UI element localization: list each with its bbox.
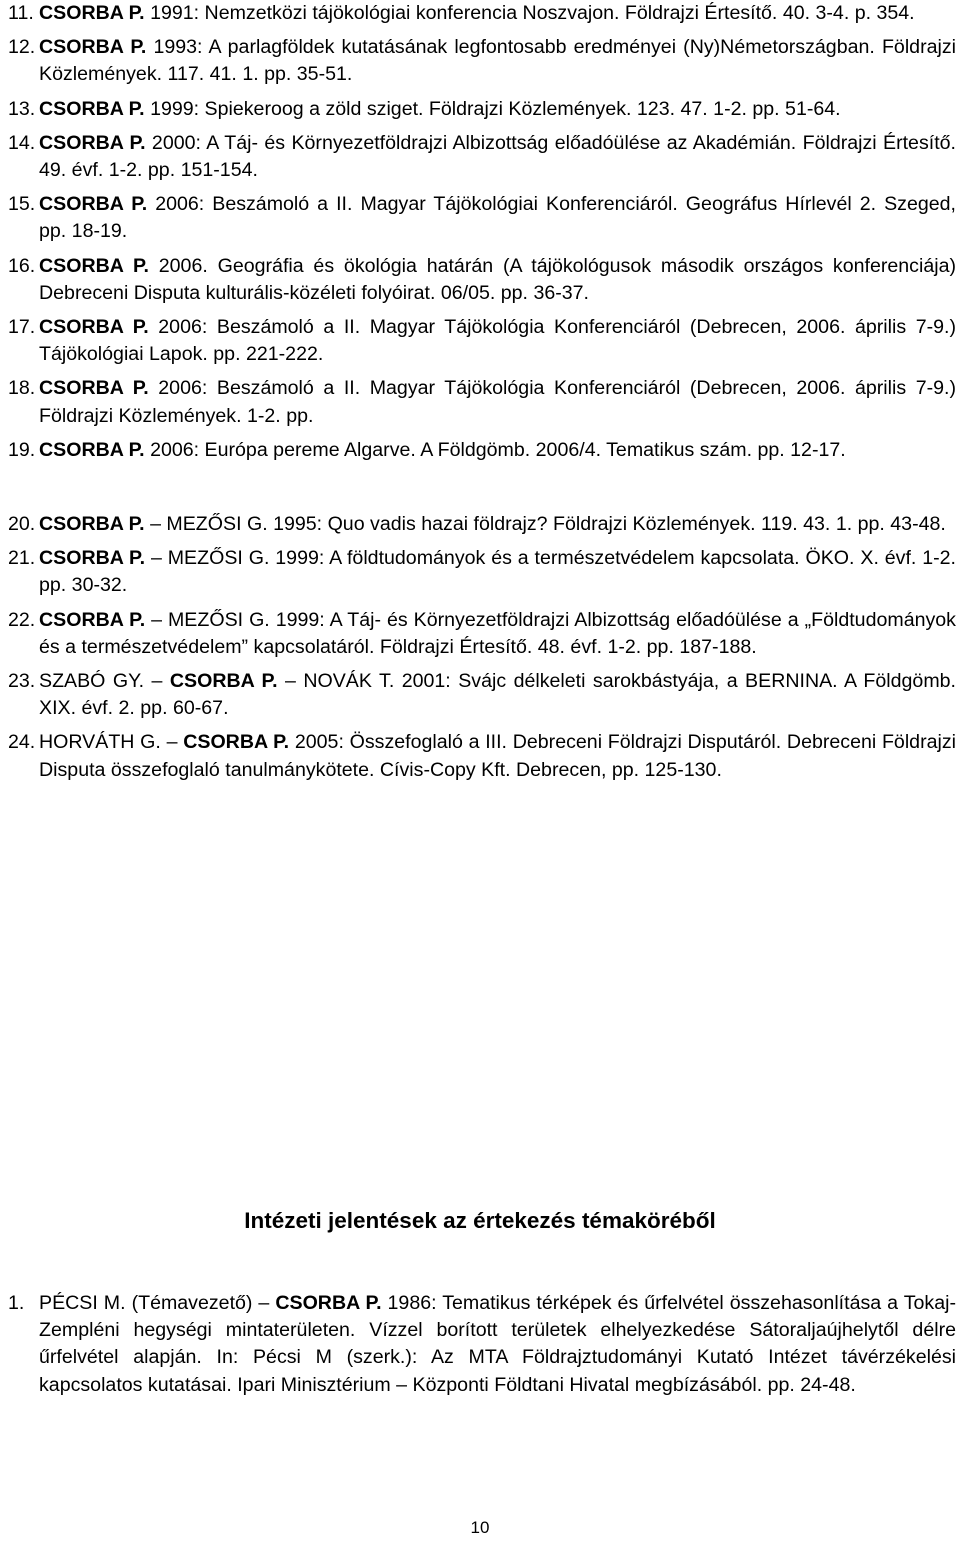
reference-text-part: – NOVÁK T. 2001: Svájc délkeleti sarokbástyája, a BERNINA. A Földgömb. XIX. évf. 2. pp. 60-67. bbox=[39, 670, 956, 720]
reference-item bbox=[8, 1290, 956, 1399]
reference-author-bold: CSORBA P. bbox=[39, 254, 149, 277]
reference-author-bold: CSORBA P. bbox=[39, 547, 146, 570]
reference-author-bold: CSORBA P. bbox=[39, 608, 146, 631]
reference-item bbox=[8, 191, 956, 245]
reference-item bbox=[8, 668, 956, 722]
spacer bbox=[8, 471, 956, 511]
page-number: 10 bbox=[470, 1518, 490, 1537]
reference-text-part: – MEZŐSI G. 1995: Quo vadis hazai földrajz? Földrajzi Közlemények. 119. 43. 1. pp. 43-48. bbox=[144, 513, 946, 536]
reference-number: 12. bbox=[8, 36, 36, 59]
reference-text-part: 2006. Geográfia és ökológia határán (A tájökológusok második országos konferenciája) Debreceni Disputa kulturális-közéleti folyóirat. 06/05. pp. 36-37. bbox=[39, 254, 956, 304]
reference-text bbox=[39, 34, 956, 88]
reference-number: 15. bbox=[8, 193, 36, 216]
reference-item bbox=[8, 729, 956, 783]
reference-text bbox=[39, 130, 956, 184]
reference-text bbox=[39, 375, 956, 429]
reference-author-bold: CSORBA P. bbox=[39, 36, 147, 59]
reference-author-bold: CSORBA P. bbox=[39, 193, 148, 216]
reference-text-part: 2000: A Táj- és Környezetföldrajzi Albizottság előadóülése az Akadémián. Földrajzi Értesítő. 49. évf. 1-2. pp. 151-154. bbox=[39, 131, 956, 182]
reference-text bbox=[39, 1290, 956, 1399]
reference-text-part: 2006: Beszámoló a II. Magyar Tájökológiai Konferenciáról. Geográfus Hírlevél 2. Szeged, pp. 18-19. bbox=[39, 193, 956, 243]
reference-item bbox=[8, 545, 956, 599]
reference-number: 19. bbox=[8, 438, 36, 461]
reference-author-bold: CSORBA P. bbox=[39, 131, 146, 154]
reference-text bbox=[39, 545, 956, 599]
reference-number: 13. bbox=[8, 97, 36, 120]
reference-number: 20. bbox=[8, 513, 36, 536]
reference-text bbox=[39, 729, 956, 783]
reference-author-bold: CSORBA P. bbox=[39, 513, 145, 536]
reference-text bbox=[39, 668, 956, 722]
reference-number: 17. bbox=[8, 316, 36, 339]
reference-text bbox=[39, 314, 956, 368]
reference-item bbox=[8, 607, 956, 661]
reference-number: 22. bbox=[8, 608, 36, 631]
reference-item bbox=[8, 34, 956, 88]
reference-number: 1. bbox=[8, 1292, 25, 1314]
reference-author-bold: CSORBA P. bbox=[39, 97, 145, 120]
reference-item bbox=[8, 130, 956, 184]
reference-author-bold: CSORBA P. bbox=[169, 670, 278, 693]
reference-text bbox=[39, 191, 956, 245]
reference-text-part: HORVÁTH G. – bbox=[39, 731, 184, 754]
reference-text-part: 2006: Beszámoló a II. Magyar Tájökológia Konferenciáról (Debrecen, 2006. április 7-9.) Földrajzi Közlemények. 1-2. pp. bbox=[39, 377, 956, 427]
section-heading: Intézeti jelentések az értekezés témaköréből bbox=[244, 1208, 716, 1233]
reference-number: 21. bbox=[8, 547, 36, 570]
publication-list bbox=[8, 0, 956, 791]
reference-number: 16. bbox=[8, 254, 36, 277]
reference-text-part: 2005: Összefoglaló a III. Debreceni Földrajzi Disputáról. Debreceni Földrajzi Disputa összefoglaló tanulmánykötete. Cívis-Copy Kft. Debrecen, pp. 125-130. bbox=[39, 731, 956, 781]
reference-text-part: SZABÓ GY. – bbox=[39, 670, 170, 693]
reference-text bbox=[39, 607, 956, 661]
reference-text-part: 1999: Spiekeroog a zöld sziget. Földrajzi Közlemények. 123. 47. 1-2. pp. 51-64. bbox=[144, 97, 841, 120]
reference-number: 23. bbox=[8, 670, 36, 693]
reference-author-bold: CSORBA P. bbox=[39, 438, 145, 461]
reference-author-bold: CSORBA P. bbox=[39, 316, 149, 339]
reference-number: 14. bbox=[8, 131, 36, 154]
reference-text-part: 1991: Nemzetközi tájökológiai konferencia Noszvajon. Földrajzi Értesítő. 40. 3-4. p. 354. bbox=[144, 2, 915, 24]
reference-item bbox=[8, 253, 956, 307]
reference-item bbox=[8, 437, 956, 464]
reference-text-part: – MEZŐSI G. 1999: A földtudományok és a természetvédelem kapcsolata. ÖKO. X. évf. 1-2. pp. 30-32. bbox=[39, 547, 956, 597]
reference-item bbox=[8, 96, 956, 123]
reference-text bbox=[39, 511, 956, 538]
reference-item bbox=[8, 314, 956, 368]
reference-number: 11. bbox=[8, 2, 34, 24]
reference-author-bold: CSORBA P. bbox=[39, 377, 149, 400]
reference-text bbox=[39, 0, 956, 27]
reference-text-part: – MEZŐSI G. 1999: A Táj- és Környezetföldrajzi Albizottság előadóülése a „Földtudományok és a természetvédelem” kapcsolatáról. Földrajzi Értesítő. 48. évf. 1-2. pp. 187-188. bbox=[39, 608, 956, 658]
reference-text-part: 1986: Tematikus térképek és űrfelvétel összehasonlítása a Tokaj-Zempléni hegységi mintaterületen. Vízzel borított területek elhelyezkedése Sátoraljaújhelytől délre űrfelvétel alapján. In: Pécsi M (szerk.): Az MTA Földrajztudományi Kutató Intézet távérzékelési kapcsolatos kutatásai. Ipari Minisztérium – Központi Földtani Hivatal megbízásából. pp. 24-48. bbox=[39, 1292, 956, 1396]
reference-number: 18. bbox=[8, 377, 36, 400]
reference-text-part: PÉCSI M. (Témavezető) – bbox=[39, 1292, 276, 1314]
reference-item bbox=[8, 375, 956, 429]
reference-text bbox=[39, 253, 956, 307]
reference-text-part: 1993: A parlagföldek kutatásának legfontosabb eredményei (Ny)Németországban. Földrajzi Közlemények. 117. 41. 1. pp. 35-51. bbox=[39, 36, 956, 86]
reference-text bbox=[39, 96, 956, 123]
reference-author-bold: CSORBA P. bbox=[275, 1292, 382, 1314]
reference-item bbox=[8, 0, 956, 27]
reference-item bbox=[8, 511, 956, 538]
reference-text bbox=[39, 437, 956, 464]
reference-text-part: 2006: Európa pereme Algarve. A Földgömb. 2006/4. Tematikus szám. pp. 12-17. bbox=[144, 438, 846, 461]
report-list bbox=[8, 1290, 956, 1406]
reference-author-bold: CSORBA P. bbox=[39, 2, 145, 24]
reference-number: 24. bbox=[8, 731, 36, 754]
reference-text-part: 2006: Beszámoló a II. Magyar Tájökológia Konferenciáról (Debrecen, 2006. április 7-9.) Tájökológiai Lapok. pp. 221-222. bbox=[39, 316, 956, 366]
reference-author-bold: CSORBA P. bbox=[183, 731, 290, 754]
